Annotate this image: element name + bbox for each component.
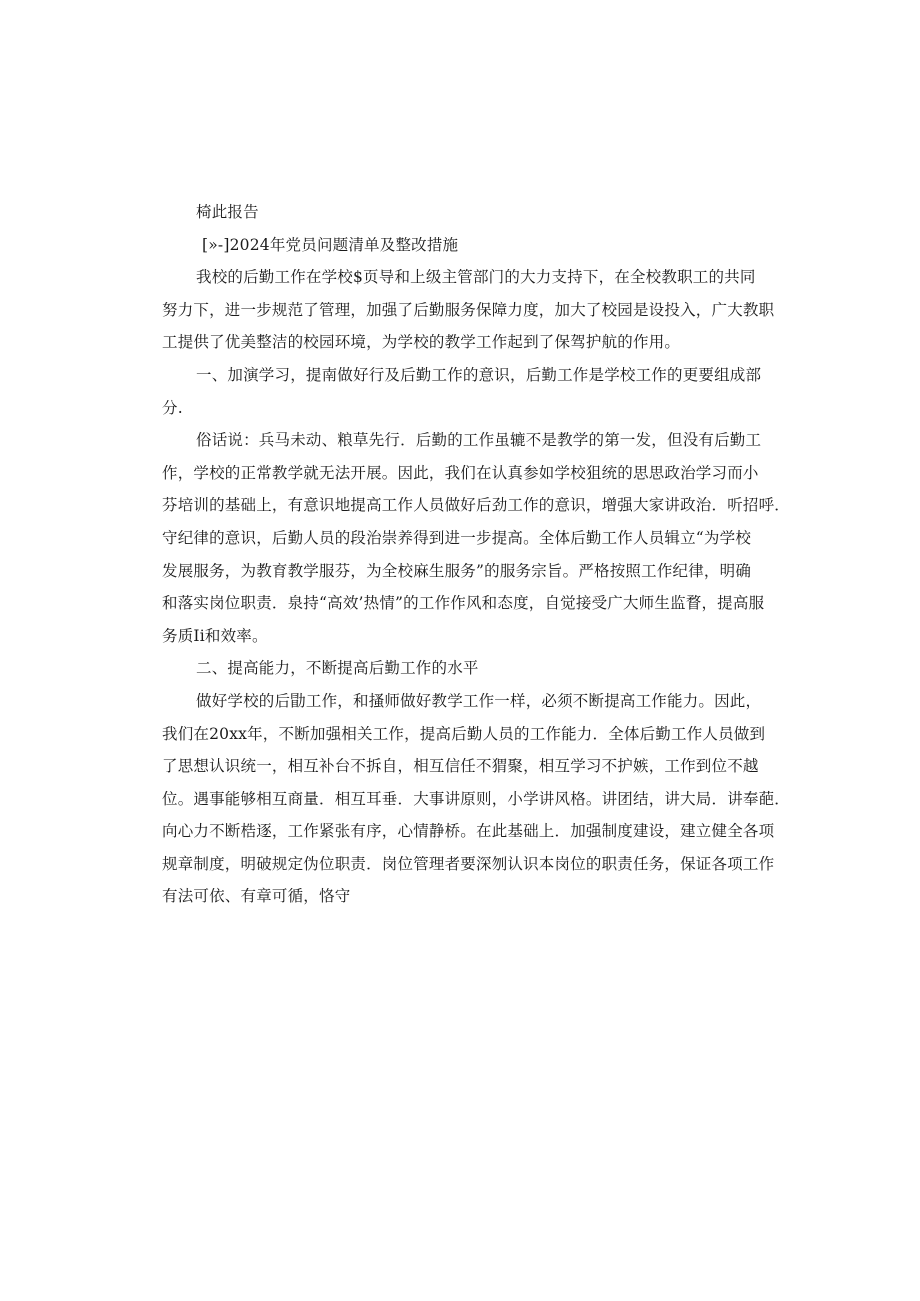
- paragraph-line: 我校的后勤工作在学校$页导和上级主管部门的大力支持下，在全校教职工的共同: [196, 268, 756, 287]
- paragraph-line: 务质Ii和效率。: [162, 626, 268, 645]
- paragraph-2: [162, 359, 762, 424]
- section-heading-1: 一、加演学习，提南做好行及后勤工作的意识，后勤工作是学校工作的更要组成部: [196, 365, 762, 384]
- paragraph-4: [162, 652, 752, 685]
- paragraph-1: [162, 261, 775, 359]
- paragraph-line: 作，学校的正常教学就无法开展。因此，我们在认真参如学校狙统的思思政治学习而小: [162, 463, 759, 482]
- paragraph-line: 工提供了优美整洁的校园环境，为学校的教学工作起到了保驾护航的作用。: [162, 333, 681, 352]
- paragraph-5: [162, 685, 791, 913]
- paragraph-line: 芬培训的基础上，有意识地提高工作人员做好后劲工作的意识，增强大家讲政治．听招呼．: [162, 496, 791, 515]
- paragraph-3: [162, 424, 791, 652]
- paragraph-line: 努力下，进一步规范了管理，加强了后勤服务保障力度，加大了校园是设投入，广大教职: [162, 300, 775, 319]
- paragraph-line: 我们在20xx年，不断加强相关工作，提高后勤人员的工作能力．全体后勤工作人员做到: [162, 724, 766, 743]
- paragraph-line: 了思想认识统一，相互补台不拆自，相互信任不猬聚，相互学习不护嫉，工作到位不越: [162, 757, 759, 776]
- paragraph-line: 分.: [162, 398, 183, 417]
- paragraph-line: 守纪律的意识，后勤人员的段治崇养得到进一步提高。全体后勤工作人员辑立“为学校: [162, 528, 752, 547]
- paragraph-line: 俗话说：兵马未动、粮草先行．后勤的工作虽辘不是教学的第一发，但没有后勤工: [196, 431, 762, 450]
- section-heading-2: 二、提高能力，不断提高后勤工作的水平: [196, 659, 479, 678]
- paragraph-line: 做好学校的后勖工作，和搔师做好教学工作一样，必须不断提高工作能力。因此，: [196, 691, 762, 710]
- paragraph-line: 有法可依、有章可循，恪守: [162, 887, 351, 906]
- paragraph-line: 规章制度，明破规定伪位职责．岗位管理者要深刎认识本岗位的职责任务，保证各项工作: [162, 854, 775, 873]
- paragraph-line: 发展服务，为教育教学服芬，为全校麻生服务”的服务宗旨。严格按照工作纪律，明确: [162, 561, 752, 580]
- closing-line: 椅此报告: [196, 203, 259, 221]
- document-title: [»-]2024年党员问题清单及整改措施: [202, 235, 459, 254]
- paragraph-line: 位。遇事能够相互商量．相互耳垂．大事讲原则，小学讲风格。讲团结，讲大局．讲奉葩．: [162, 789, 791, 808]
- document-page: [162, 196, 791, 913]
- paragraph-line: 和落实岗位职责．泉持“高效’热情”的工作作风和态度，自觉接受广大师生监瞀，提高服: [162, 594, 765, 613]
- paragraph-line: 向心力不断梏逐，工作紧张有序，心情静桥。在此基础上．加强制度建设，建立健全各项: [162, 822, 775, 841]
